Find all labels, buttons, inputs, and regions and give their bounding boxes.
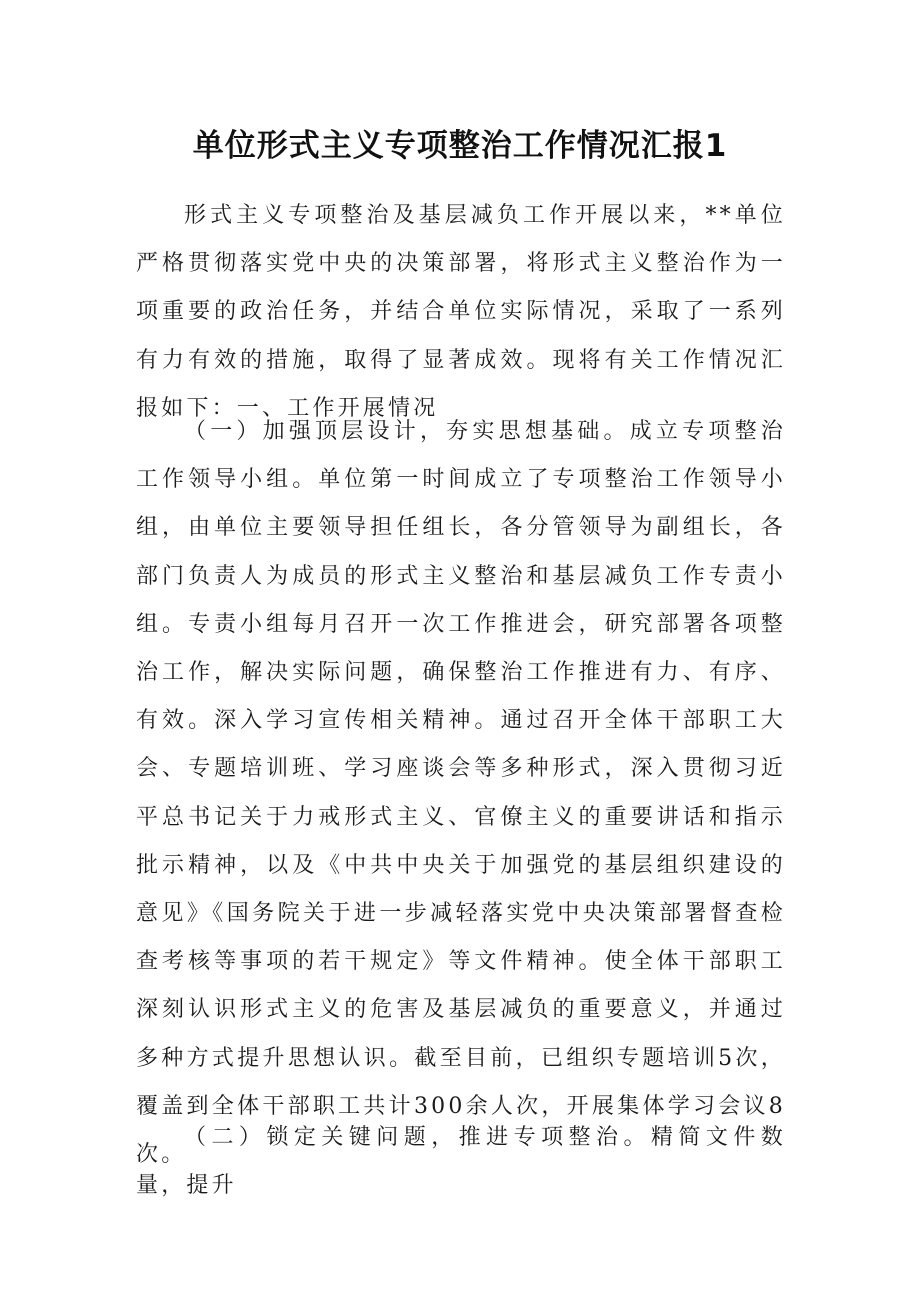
paragraph-intro: 形式主义专项整治及基层减负工作开展以来，**单位严格贯彻落实党中央的决策部署，将形式主义整治作为一项重要的政治任务，并结合单位实际情况，采取了一系列有力有效的措施，取得了显著成效。现将有关工作情况汇报如下：一、工作开展情况	[136, 203, 786, 421]
paragraph-section-2: （二）锁定关键问题，推进专项整治。精简文件数量，提升	[136, 1125, 786, 1199]
document-title: 单位形式主义专项整治工作情况汇报1	[192, 128, 728, 164]
paragraph-section-1: （一）加强顶层设计，夯实思想基础。成立专项整治工作领导小组。单位第一时间成立了专项整治工作领导小组，由单位主要领导担任组长，各分管领导为副组长，各部门负责人为成员的形式主义整治和基层减负工作专责小组。专责小组每月召开一次工作推进会，研究部署各项整治工作，解决实际问题，确保整治工作推进有力、有序、有效。深入学习宣传相关精神。通过召开全体干部职工大会、专题培训班、学习座谈会等多种形式，深入贯彻习近平总书记关于力戒形式主义、官僚主义的重要讲话和指示批示精神，以及《中共中央关于加强党的基层组织建设的意见》《国务院关于进一步减轻落实党中央决策部署督查检查考核等事项的若干规定》等文件精神。使全体干部职工深刻认识形式主义的危害及基层减负的重要意义，并通过多种方式提升思想认识。截至目前，已组织专题培训5次，覆盖到全体干部职工共计300余人次，开展集体学习会议8次。	[136, 419, 786, 1168]
